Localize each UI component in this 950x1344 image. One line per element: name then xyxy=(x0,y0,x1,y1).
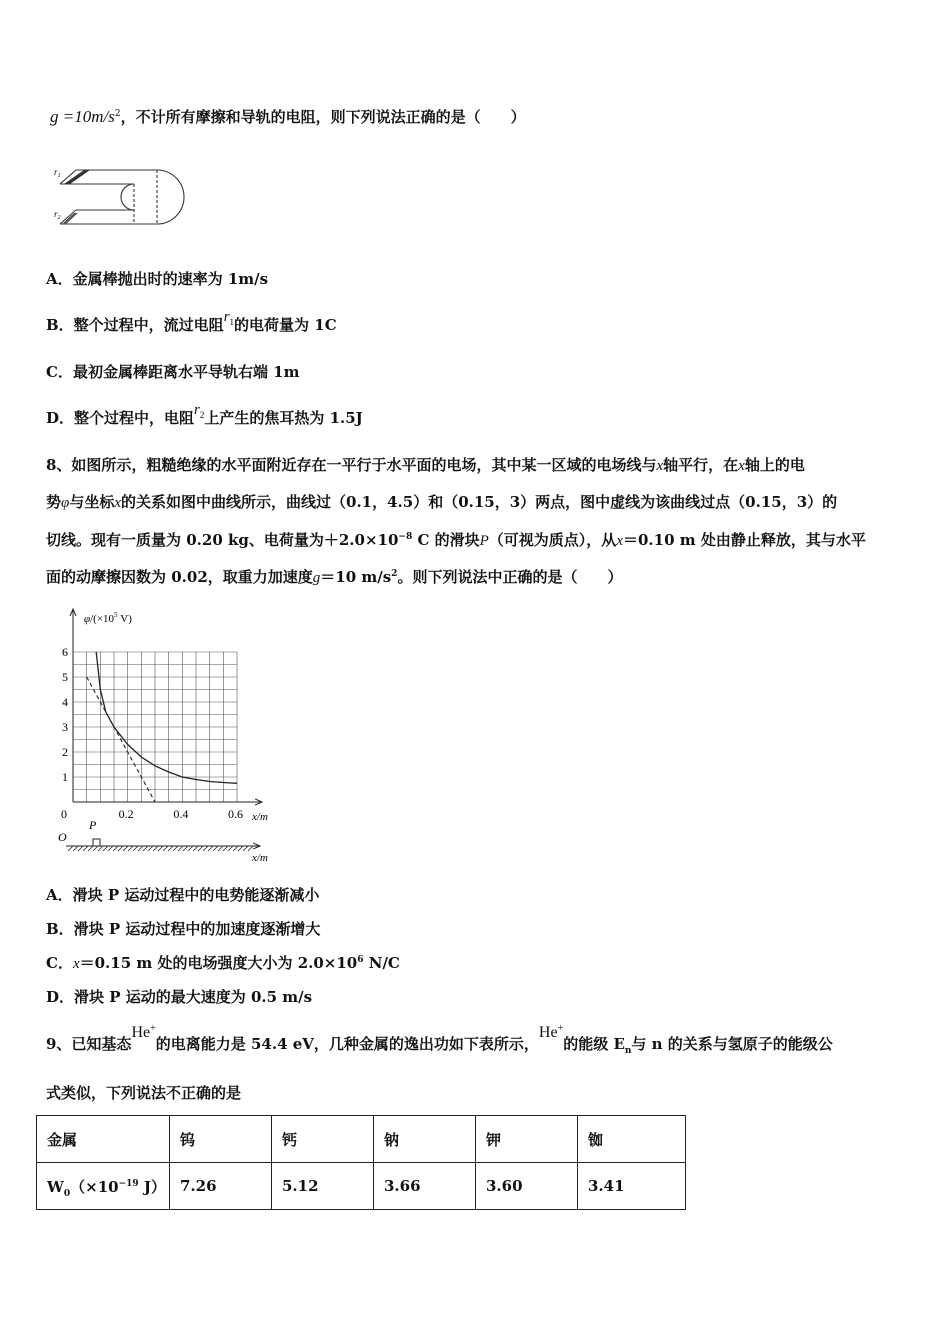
q8-stem-line-3: 切线。现有一质量为 0.20 kg、电荷量为$+2.0\times 10^{-8}$ C 的滑块P（可视为质点），从x＝0.10 m 处由静止释放，其与水平 xyxy=(46,531,866,549)
g-formula: g =10m/s xyxy=(50,107,115,126)
q8-option-d[interactable]: D．滑块 P 运动的最大速度为 0.5 m/s xyxy=(46,988,313,1006)
table-cell: 3.60 xyxy=(476,1163,578,1210)
hatch-mark xyxy=(208,846,213,851)
hatch-mark xyxy=(98,846,103,851)
table-row-label: $W_0(\times 10^{-19}$ J） xyxy=(37,1163,170,1210)
hatch-mark xyxy=(68,846,73,851)
potential-chart xyxy=(52,603,292,865)
x-axis-label: x/m xyxy=(252,811,268,823)
q8-option-b[interactable]: B．滑块 P 运动过程中的加速度逐渐增大 xyxy=(46,920,321,938)
r1-symbol: $r_1$ xyxy=(223,309,235,327)
q9-stem-line-1: 9、已知基态He+的电离能力是 54.4 eV，几种金属的逸出功如下表所示，He+的能级 $E_n$与 n 的关系与氢原子的能级公 xyxy=(46,1023,833,1056)
hatch-mark xyxy=(198,846,203,851)
hatch-mark xyxy=(178,846,183,851)
table-header-cell: 钠 xyxy=(374,1116,476,1163)
hatch-mark xyxy=(108,846,113,851)
hatch-mark xyxy=(123,846,128,851)
potential-curve xyxy=(96,652,237,783)
hatch-mark xyxy=(93,846,98,851)
hatch-mark xyxy=(218,846,223,851)
q8-option-a[interactable]: A．滑块 P 运动过程中的电势能逐渐减小 xyxy=(46,886,320,904)
he-ion-1: He+ xyxy=(131,1023,156,1041)
table-cell: 7.26 xyxy=(170,1163,272,1210)
hatch-mark xyxy=(193,846,198,851)
table-cell: 5.12 xyxy=(272,1163,374,1210)
table-header-cell: 铷 xyxy=(578,1116,686,1163)
hatch-mark xyxy=(248,846,253,851)
hatch-mark xyxy=(148,846,153,851)
hatch-mark xyxy=(228,846,233,851)
hatch-mark xyxy=(83,846,88,851)
hatch-mark xyxy=(133,846,138,851)
table-header-cell: 钾 xyxy=(476,1116,578,1163)
table-header-cell: 金属 xyxy=(37,1116,170,1163)
hatch-mark xyxy=(78,846,83,851)
table-header-cell: 钙 xyxy=(272,1116,374,1163)
hatch-mark xyxy=(203,846,208,851)
y-tick-label: 2 xyxy=(62,745,68,759)
r2-label: $r_2$ xyxy=(54,209,61,221)
he-ion-2: He+ xyxy=(538,1023,564,1041)
table-header-cell: 钨 xyxy=(170,1116,272,1163)
q8-stem-line-1: 8、如图所示，粗糙绝缘的水平面附近存在一平行于水平面的电场，其中某一区域的电场线与x轴平行，在x轴上的电 xyxy=(46,456,805,474)
y-tick-label: 3 xyxy=(62,720,68,734)
q8-stem-line-4: 面的动摩擦因数为 0.02，取重力加速度g＝10 $m/s^2$。则下列说法中正确的是（ ） xyxy=(46,568,623,586)
ground-x-label: x/m xyxy=(252,852,268,864)
rail-figure xyxy=(52,162,192,232)
r2-symbol: $r_2$ xyxy=(194,402,205,420)
q7-option-d[interactable] xyxy=(46,402,363,430)
table-cell: 3.66 xyxy=(374,1163,476,1210)
hatch-mark xyxy=(188,846,193,851)
x-tick-label: 0.2 xyxy=(118,807,134,821)
q7-option-a[interactable]: A．金属棒抛出时的速率为 1m/s xyxy=(46,270,269,288)
y-tick-label: 1 xyxy=(62,770,68,784)
q8-stem-line-2: 势φ与坐标x的关系如图中曲线所示，曲线过（0.1，4.5）和（0.15，3）两点，图中虚线为该曲线过点（0.15，3）的 xyxy=(46,493,838,511)
origin-label: O xyxy=(58,830,67,844)
work-function-table xyxy=(36,1115,686,1210)
hatch-mark xyxy=(88,846,93,851)
hatch-mark xyxy=(113,846,118,851)
hatch-mark xyxy=(213,846,218,851)
q7-option-d-post: 上产生的焦耳热为 1.5J xyxy=(204,409,363,427)
hatch-mark xyxy=(128,846,133,851)
chart-grid xyxy=(73,652,237,802)
g-exponent: 2 xyxy=(114,109,121,119)
hatch-mark xyxy=(183,846,188,851)
q7-option-b-pre: B．整个过程中，流过电阻 xyxy=(46,316,224,334)
hatch-mark xyxy=(223,846,228,851)
y-tick-label: 4 xyxy=(62,695,68,709)
hatch-mark xyxy=(163,846,168,851)
block-p-label: P xyxy=(89,818,97,832)
y-axis-label: $\varphi/(\times 10^5$ V) xyxy=(84,611,132,625)
table-cell: 3.41 xyxy=(578,1163,686,1210)
hatch-mark xyxy=(118,846,123,851)
table-row xyxy=(37,1163,686,1210)
q7-option-b[interactable] xyxy=(46,309,337,337)
q7-stem-text: ，不计所有摩擦和导轨的电阻，则下列说法正确的是（ ） xyxy=(120,108,526,126)
y-tick-label: 6 xyxy=(62,645,68,659)
q8-option-c[interactable]: C．x＝0.15 m 处的电场强度大小为 $2.0\times 10^6$ N/C xyxy=(46,954,400,972)
q9-stem-line-2: 式类似，下列说法不正确的是 xyxy=(46,1084,242,1102)
y-tick-label: 5 xyxy=(62,670,68,684)
hatch-mark xyxy=(233,846,238,851)
hatch-mark xyxy=(243,846,248,851)
q7-option-d-pre: D．整个过程中，电阻 xyxy=(46,409,195,427)
hatch-mark xyxy=(173,846,178,851)
hatch-mark xyxy=(168,846,173,851)
hatch-mark xyxy=(238,846,243,851)
hatch-mark xyxy=(158,846,163,851)
q7-option-b-post: 的电荷量为 1C xyxy=(234,316,337,334)
r1-label: $r_1$ xyxy=(54,167,61,179)
table-header-row xyxy=(37,1116,686,1163)
hatch-mark xyxy=(153,846,158,851)
x-tick-label: 0.6 xyxy=(228,807,243,821)
hatch-mark xyxy=(103,846,108,851)
hatch-mark xyxy=(73,846,78,851)
hatch-mark xyxy=(138,846,143,851)
x-tick-label: 0 xyxy=(61,807,67,821)
slider-block xyxy=(93,839,100,846)
ground-hatch xyxy=(68,846,253,851)
q7-option-c[interactable]: C．最初金属棒距离水平导轨右端 1m xyxy=(46,363,300,381)
x-tick-label: 0.4 xyxy=(173,807,189,821)
q7-stem xyxy=(50,107,526,130)
hatch-mark xyxy=(143,846,148,851)
